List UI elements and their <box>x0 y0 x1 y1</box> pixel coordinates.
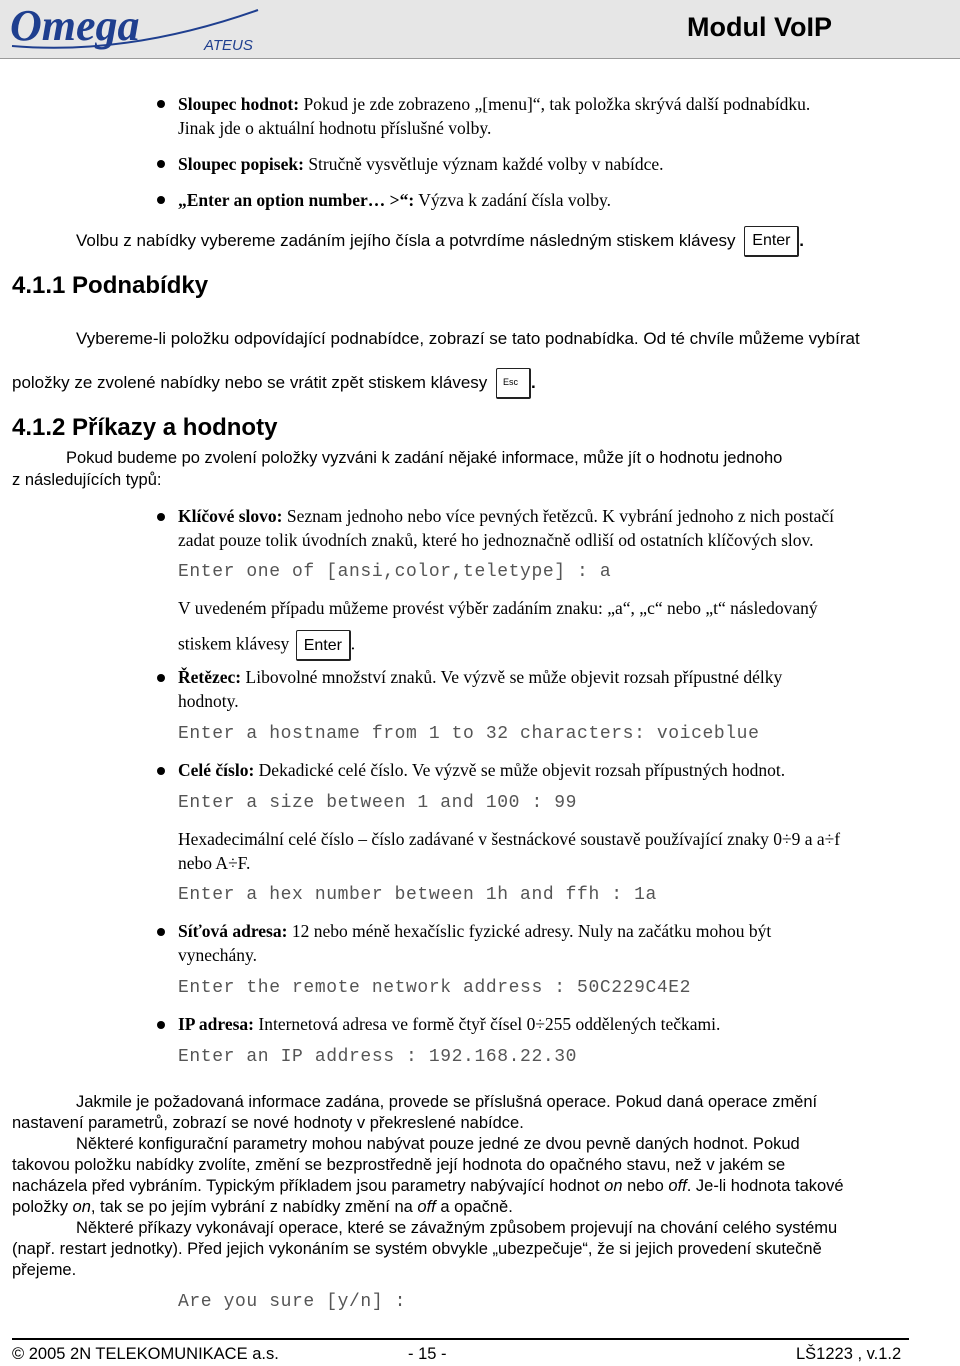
closing-p2b: takovou položku nabídky zvolíte, změní se bezprostředně její hodnota do opačného stavu, než v jakém se <box>12 1156 786 1174</box>
type-string-line2: hodnoty. <box>178 691 239 711</box>
enter-key-icon: Enter <box>296 630 351 661</box>
section-411-para2: položky ze zvolené nabídky nebo se vrátit zpět stiskem klávesy Esc . <box>12 368 536 399</box>
code-keyword: Enter one of [ansi,color,teletype] : a <box>178 562 612 582</box>
section-heading-411: 4.1.1 Podnabídky <box>12 272 209 299</box>
enter-key-icon: Enter <box>744 226 799 257</box>
page-title: Modul VoIP <box>687 12 832 42</box>
section-heading-412: 4.1.2 Příkazy a hodnoty <box>12 414 278 441</box>
closing-p1b: nastavení parametrů, zobrazí se nové hodnoty v překreslené nabídce. <box>12 1114 524 1132</box>
bullet-icon <box>157 928 165 936</box>
bullet-value-column-line2: Jinak jde o aktuální hodnotu příslušné volby. <box>178 118 492 138</box>
bullet-icon <box>157 100 165 108</box>
type-network: Síťová adresa: 12 nebo méně hexačíslic fyzické adresy. Nuly na začátku mohou být <box>178 921 772 941</box>
closing-p3a: Některé příkazy vykonávají operace, které se závažným způsobem projevují na chování celého systému <box>76 1219 838 1237</box>
bullet-value-column: Sloupec hodnot: Pokud je zde zobrazeno „[menu]“, tak položka skrývá další podnabídku. <box>178 94 811 114</box>
enter-instruction: Volbu z nabídky vybereme zadáním jejího čísla a potvrdíme následným stiskem klávesy Enter . <box>76 226 804 257</box>
code-integer: Enter a size between 1 and 100 : 99 <box>178 793 578 813</box>
footer-divider <box>12 1338 909 1340</box>
type-network-line2: vynechány. <box>178 945 258 965</box>
footer-copyright: © 2005 2N TELEKOMUNIKACE a.s. <box>12 1345 279 1363</box>
footer-document-id: LŠ1223 , v.1.2 <box>796 1345 902 1363</box>
omega-ateus-logo <box>8 4 268 56</box>
bullet-description-column: Sloupec popisek: Stručně vysvětluje význam každé volby v nabídce. <box>178 154 664 174</box>
section-411-para1: Vybereme-li položku odpovídající podnabídce, zobrazí se tato podnabídka. Od té chvíle můžeme vybírat <box>76 329 860 348</box>
bullet-icon <box>157 1021 165 1029</box>
type-ip: IP adresa: Internetová adresa ve formě čtyř čísel 0÷255 oddělených tečkami. <box>178 1014 721 1034</box>
hex-description-line2: nebo A÷F. <box>178 853 251 873</box>
section-412-intro1: Pokud budeme po zvolení položky vyzváni k zadání nějaké informace, může jít o hodnotu jednoho <box>66 449 783 467</box>
closing-p3b: (např. restart jednotky). Před jejich vykonáním se systém obvykle „ubezpečuje“, že si jejich provedení skutečně <box>12 1240 822 1258</box>
type-string: Řetězec: Libovolné množství znaků. Ve výzvě se může objevit rozsah přípustné délky <box>178 667 783 687</box>
code-confirm: Are you sure [y/n] : <box>178 1292 407 1312</box>
keyword-note: V uvedeném případu můžeme provést výběr zadáním znaku: „a“, „c“ nebo „t“ následovaný <box>178 598 818 618</box>
code-ip: Enter an IP address : 192.168.22.30 <box>178 1047 578 1067</box>
logo-text: Omega <box>10 4 140 50</box>
bullet-icon <box>157 196 165 204</box>
code-string: Enter a hostname from 1 to 32 characters: voiceblue <box>178 724 760 744</box>
bullet-icon <box>157 767 165 775</box>
bullet-option-prompt: „Enter an option number… >“: Výzva k zadání čísla volby. <box>178 190 612 210</box>
page-header <box>0 0 960 59</box>
section-412-intro2: z následujících typů: <box>12 471 162 489</box>
logo-subtext: ATEUS <box>204 37 253 54</box>
closing-p2c: nacházela před vybráním. Typickým příkladem jsou parametry nabývající hodnot on nebo off. Je-li hodnota takové <box>12 1177 844 1195</box>
type-integer: Celé číslo: Dekadické celé číslo. Ve výzvě se může objevit rozsah přípustných hodnot. <box>178 760 786 780</box>
bullet-icon <box>157 160 165 168</box>
code-network: Enter the remote network address : 50C229C4E2 <box>178 978 692 998</box>
closing-p3c: přejeme. <box>12 1261 77 1279</box>
hex-description: Hexadecimální celé číslo – číslo zadávané v šestnáckové soustavě používající znaky 0÷9 a a÷f <box>178 829 841 849</box>
closing-p1a: Jakmile je požadovaná informace zadána, provede se příslušná operace. Pokud daná operace změní <box>76 1093 818 1111</box>
type-keyword: Klíčové slovo: Seznam jednoho nebo více pevných řetězců. K vybrání jednoho z nich postačí <box>178 506 835 526</box>
bullet-icon <box>157 513 165 521</box>
closing-p2a: Některé konfigurační parametry mohou nabývat pouze jedné ze dvou pevně daných hodnot. Pokud <box>76 1135 800 1153</box>
esc-key-icon: Esc <box>496 368 531 399</box>
code-hex: Enter a hex number between 1h and ffh : 1a <box>178 885 657 905</box>
type-keyword-line2: zadat pouze tolik úvodních znaků, které ho jednoznačně odliší od ostatních klíčových slov. <box>178 530 814 550</box>
keyword-note-line2: stiskem klávesy Enter . <box>178 630 355 661</box>
footer-page-number: - 15 - <box>408 1345 447 1363</box>
bullet-icon <box>157 674 165 682</box>
closing-p2d: položky on, tak se po jejím vybrání z nabídky změní na off a opačně. <box>12 1198 513 1216</box>
